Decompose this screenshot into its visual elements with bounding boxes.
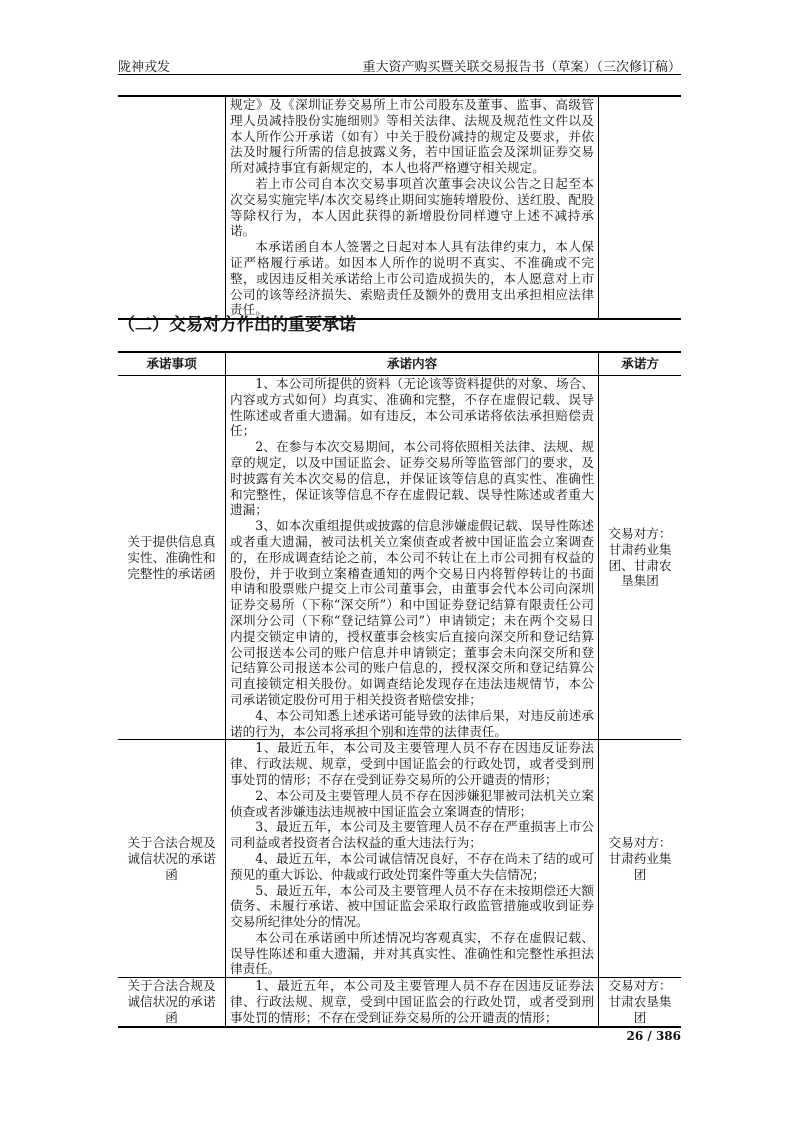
table-header-row xyxy=(118,352,681,376)
paragraph: 1、最近五年，本公司及主要管理人员不存在因违反证券法律、行政法规、规章，受到中国证监会的行政处罚，或者受到刑事处罚的情形；不存在受到证券交易所的公开谴责的情形； xyxy=(230,978,594,1025)
paragraph: 2、本公司及主要管理人员不存在因涉嫌犯罪被司法机关立案侦查或者涉嫌违法违规被中国证监会立案调查的情形； xyxy=(230,787,594,819)
paragraph: 4、最近五年，本公司诚信情况良好，不存在尚未了结的或可预见的重大诉讼、仲裁或行政处罚案件等重大失信情况； xyxy=(230,850,594,882)
paragraph: 1、最近五年，本公司及主要管理人员不存在因违反证券法律、行政法规、规章，受到中国证监会的行政处罚，或者受到刑事处罚的情形；不存在受到证券交易所的公开谴责的情形； xyxy=(230,740,594,787)
commitment-party-cell xyxy=(599,96,682,319)
paragraph: 3、如本次重组提供或披露的信息涉嫌虚假记载、误导性陈述或者重大遗漏，被司法机关立案侦查或者被中国证监会立案调查的，在形成调查结论之前，本公司不转让在上市公司拥有权益的股份，并于收到立案稽查通知的两个交易日内将暂停转让的书面申请和股票账户提交上市公司董事会，由董事会代本公司向深圳证券交易所（下称“深交所”）和中国证券登记结算有限责任公司深圳分公司（下称“登记结算公司”）申请锁定；未在两个交易日内提交锁定申请的，授权董事会核实后直接向深交所和登记结算公司报送本公司的账户信息并申请锁定；董事会未向深交所和登记结算公司报送本公司的账户信息的，授权深交所和登记结算公司直接锁定相关股份。如调查结论发现存在违法违规情节，本公司承诺锁定股份可用于相关投资者赔偿安排； xyxy=(230,518,594,707)
commitment-party-cell: 交易对方：甘肃药业集团、甘肃农垦集团 xyxy=(599,376,682,740)
commitment-item-cell xyxy=(118,96,226,319)
commitment-item-cell: 关于合法合规及诚信状况的承诺函 xyxy=(118,740,226,978)
header-party: 承诺方 xyxy=(599,352,682,376)
paragraph: 规定》及《深圳证券交易所上市公司股东及董事、监事、高级管理人员减持股份实施细则》等相关法律、法规及规范性文件以及本人所作公开承诺（如有）中关于股份减持的规定及要求，并依法及时履行所需的信息披露义务，若中国证监会及深圳证券交易所对减持事宜有新规定的，本人也将严格遵守相关规定。 xyxy=(230,97,594,176)
table-row xyxy=(118,96,681,319)
commitment-party-cell: 交易对方：甘肃农垦集团 xyxy=(599,978,682,1027)
header-doc-title: 重大资产购买暨关联交易报告书（草案）（三次修订稿） xyxy=(362,60,681,75)
paragraph: 2、在参与本次交易期间，本公司将依照相关法律、法规、规章的规定，以及中国证监会、证券交易所等监管部门的要求，及时披露有关本次交易的信息，并保证该等信息的真实性、准确性和完整性，保证该等信息不存在虚假记载、误导性陈述或者重大遗漏； xyxy=(230,439,594,518)
paragraph: 3、最近五年，本公司及主要管理人员不存在严重损害上市公司利益或者投资者合法权益的重大违法行为； xyxy=(230,819,594,851)
page-number: 26 / 386 xyxy=(626,1029,681,1043)
table-row xyxy=(118,740,681,978)
section-title: （二）交易对方作出的重要承诺 xyxy=(118,315,356,335)
page-header xyxy=(118,56,681,75)
commitment-content-cell xyxy=(226,96,599,319)
continued-commitment-table xyxy=(118,95,681,320)
commitment-item-cell: 关于合法合规及诚信状况的承诺函 xyxy=(118,978,226,1027)
commitment-content-cell xyxy=(226,376,599,740)
commitment-content-cell xyxy=(226,978,599,1027)
header-item: 承诺事项 xyxy=(118,352,226,376)
paragraph: 4、本公司知悉上述承诺可能导致的法律后果，对违反前述承诺的行为，本公司将承担个别和连带的法律责任。 xyxy=(230,707,594,739)
commitment-item-cell: 关于提供信息真实性、准确性和完整性的承诺函 xyxy=(118,376,226,740)
commitment-content-cell xyxy=(226,740,599,978)
table-row xyxy=(118,978,681,1027)
table-row xyxy=(118,376,681,740)
paragraph: 本公司在承诺函中所述情况均客观真实，不存在虚假记载、误导性陈述和重大遗漏，并对其真实性、准确性和完整性承担法律责任。 xyxy=(230,929,594,977)
counterparty-commitment-table xyxy=(118,351,681,1028)
header-content: 承诺内容 xyxy=(226,352,599,376)
paragraph: 本承诺函自本人签署之日起对本人具有法律约束力，本人保证严格履行承诺。如因本人所作的说明不真实、不准确或不完整，或因违反相关承诺给上市公司造成损失的，本人愿意对上市公司的该等经济损失、索赔责任及额外的费用支出承担相应法律责任。 xyxy=(230,239,594,318)
header-company: 陇神戎发 xyxy=(118,60,171,75)
paragraph: 5、最近五年，本公司及主要管理人员不存在未按期偿还大额债务、未履行承诺、被中国证监会采取行政监管措施或收到证券交易所纪律处分的情况。 xyxy=(230,882,594,930)
paragraph: 若上市公司自本次交易事项首次董事会决议公告之日起至本次交易实施完毕/本次交易终止期间实施转增股份、送红股、配股等除权行为，本人因此获得的新增股份同样遵守上述不减持承诺。 xyxy=(230,175,594,239)
paragraph: 1、本公司所提供的资料（无论该等资料提供的对象、场合、内容或方式如何）均真实、准确和完整，不存在虚假记载、误导性陈述或者重大遗漏。如有违反，本公司承诺将依法承担赔偿责任； xyxy=(230,376,594,439)
commitment-party-cell: 交易对方：甘肃药业集团 xyxy=(599,740,682,978)
